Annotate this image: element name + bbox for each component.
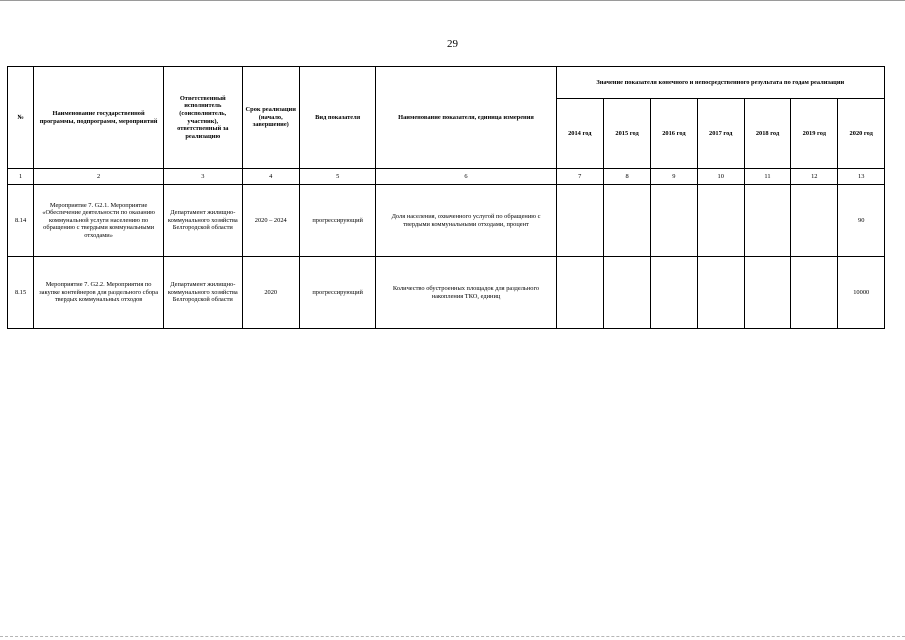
row-period: 2020 – 2024 — [242, 185, 299, 257]
row-indicator: Доля населения, охваченного услугой по обращению с твердыми коммунальными отходами, процент — [376, 185, 556, 257]
value-2016 — [651, 185, 697, 257]
value-2015 — [603, 257, 650, 329]
header-year-2020: 2020 год — [838, 99, 885, 169]
value-2015 — [603, 185, 650, 257]
row-responsible: Департамент жилищно-коммунального хозяйства Белгородской области — [164, 257, 243, 329]
row-kind: прогрессирующий — [299, 185, 376, 257]
column-number: 9 — [651, 169, 697, 185]
header-period: Срок реализации (начало, завершение) — [242, 67, 299, 169]
header-year-2018: 2018 год — [744, 99, 790, 169]
table-row — [8, 257, 885, 329]
column-number: 12 — [791, 169, 838, 185]
value-2020: 90 — [838, 185, 885, 257]
value-2017 — [697, 257, 744, 329]
page-number: 29 — [447, 38, 458, 50]
column-number: 4 — [242, 169, 299, 185]
header-name: Наименование государственной программы, подпрограмм, мероприятий — [34, 67, 164, 169]
value-2019 — [791, 257, 838, 329]
value-2018 — [744, 257, 790, 329]
header-indicator: Наименование показателя, единица измерения — [376, 67, 556, 169]
column-number: 5 — [299, 169, 376, 185]
column-number: 13 — [838, 169, 885, 185]
top-scan-rule — [0, 0, 905, 1]
value-2019 — [791, 185, 838, 257]
column-number: 1 — [8, 169, 34, 185]
header-no: № — [8, 67, 34, 169]
row-kind: прогрессирующий — [299, 257, 376, 329]
header-values-group: Значение показателя конечного и непосредственного результата по годам реализации — [556, 67, 884, 99]
header-year-2019: 2019 год — [791, 99, 838, 169]
header-year-2015: 2015 год — [603, 99, 650, 169]
row-period: 2020 — [242, 257, 299, 329]
value-2014 — [556, 185, 603, 257]
column-number: 8 — [603, 169, 650, 185]
bottom-scan-rule — [0, 636, 905, 637]
row-name: Мероприятие 7. G2.2. Мероприятия по закупке контейнеров для раздельного сбора твердых коммунальных отходов — [34, 257, 164, 329]
indicators-table — [7, 66, 885, 329]
column-number: 6 — [376, 169, 556, 185]
row-indicator: Количество обустроенных площадок для раздельного накопления ТКО, единиц — [376, 257, 556, 329]
header-year-2014: 2014 год — [556, 99, 603, 169]
column-number: 10 — [697, 169, 744, 185]
row-name: Мероприятие 7. G2.1. Мероприятие «Обеспечение деятельности по оказанию коммунальной услуги населению по обращению с твердыми коммунальными отходами» — [34, 185, 164, 257]
column-numbers-row — [8, 169, 885, 185]
table-row — [8, 185, 885, 257]
header-year-2017: 2017 год — [697, 99, 744, 169]
row-number: 8.15 — [8, 257, 34, 329]
column-number: 11 — [744, 169, 790, 185]
column-number: 7 — [556, 169, 603, 185]
column-number: 2 — [34, 169, 164, 185]
value-2018 — [744, 185, 790, 257]
value-2014 — [556, 257, 603, 329]
value-2017 — [697, 185, 744, 257]
header-kind: Вид показателя — [299, 67, 376, 169]
value-2020: 10000 — [838, 257, 885, 329]
header-responsible: Ответственный исполнитель (соисполнитель, участник), ответственный за реализацию — [164, 67, 243, 169]
row-number: 8.14 — [8, 185, 34, 257]
value-2016 — [651, 257, 697, 329]
row-responsible: Департамент жилищно-коммунального хозяйства Белгородской области — [164, 185, 243, 257]
column-number: 3 — [164, 169, 243, 185]
header-year-2016: 2016 год — [651, 99, 697, 169]
